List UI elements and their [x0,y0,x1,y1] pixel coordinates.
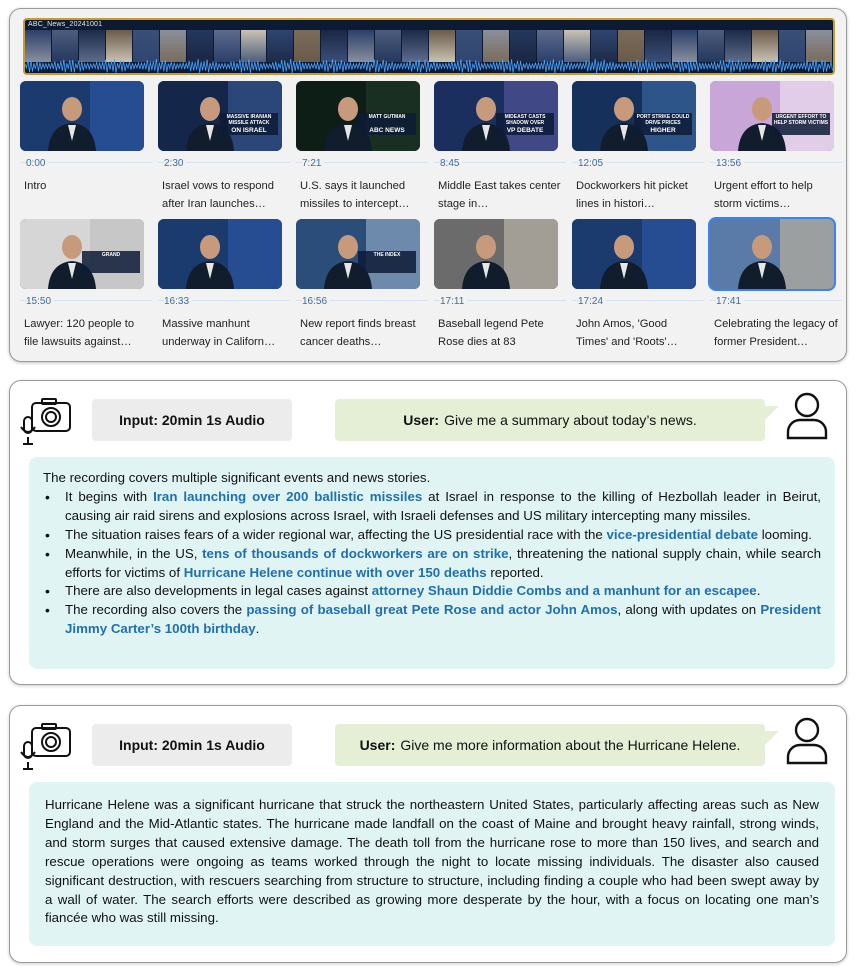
filmstrip-frame [106,30,133,62]
user-prefix: User: [359,737,396,753]
thumbnail-title: Intro [24,180,47,192]
answer-summary [29,457,835,669]
thumbnail-timestamp[interactable]: 16:56 [302,296,330,307]
filmstrip-frame [267,30,294,62]
filmstrip-frame [52,30,79,62]
thumbnail-overlay-headline: ABC NEWS [369,127,405,134]
input-audio-label: Input: 20min 1s Audio [92,399,292,441]
user-prefix: User: [403,412,440,428]
thumbnail-timestamp[interactable]: 7:21 [302,158,324,169]
video-timeline-panel [9,8,847,362]
thumbnail-scene [710,219,834,289]
answer-intro: The recording covers multiple significant events and news stories. [43,470,431,485]
video-thumbnail[interactable] [572,81,698,219]
highlighted-phrase: tens of thousands of dockworkers are on strike [202,545,509,561]
filmstrip-frame [779,30,806,62]
thumbnail-overlay-text: THE INDEX [373,252,401,258]
thumbnail-image[interactable] [158,81,282,151]
thumbnail-image[interactable] [20,219,144,289]
answer-text: looming. [758,526,812,542]
video-filmstrip[interactable] [23,18,835,75]
filmstrip-frames [25,30,833,62]
thumbnail-timestamp[interactable]: 2:30 [164,158,186,169]
filmstrip-frame [214,30,241,62]
filmstrip-frame [348,30,375,62]
thumbnail-title: New report finds breast cancer deaths… [300,318,416,348]
thumbnail-timestamp[interactable]: 8:45 [440,158,462,169]
answer-bullet-list [43,488,821,639]
video-thumbnail[interactable] [434,81,560,219]
thumbnail-overlay-headline: ON ISRAEL [231,127,267,134]
thumbnail-timestamp[interactable]: 15:50 [26,296,54,307]
video-thumbnail[interactable] [20,81,146,219]
chat-panel-summary [9,380,847,685]
answer-text: The situation raises fears of a wider regional war, affecting the US presidential race with the [65,526,607,542]
filmstrip-frame [375,30,402,62]
filmstrip-frame [537,30,564,62]
filmstrip-frame [645,30,672,62]
input-audio-label: Input: 20min 1s Audio [92,724,292,766]
video-thumbnail[interactable] [572,219,698,357]
filmstrip-frame [294,30,321,62]
filmstrip-frame [698,30,725,62]
highlighted-phrase: vice-presidential debate [606,526,759,542]
thumbnail-title: U.S. says it launched missiles to intercept… [300,180,410,210]
highlighted-phrase: attorney Shaun Diddie Combs and a manhunt for an escapee [371,583,757,599]
thumbnail-title: Urgent effort to help storm victims… [714,180,813,210]
thumbnail-image[interactable] [434,219,558,289]
thumbnail-overlay-headline: HIGHER [650,127,676,134]
thumbnail-title: Middle East takes center stage in… [438,180,561,210]
filmstrip-frame [752,30,779,62]
thumbnail-row-2 [20,219,838,357]
thumbnail-timestamp[interactable]: 13:56 [716,158,744,169]
thumbnail-timestamp[interactable]: 12:05 [578,158,606,169]
thumbnail-title: Massive manhunt underway in Californ… [162,318,276,348]
filmstrip-frame [429,30,456,62]
answer-bullet [43,545,821,583]
thumbnail-title: Dockworkers hit picket lines in histori… [576,180,688,210]
answer-text: , threatening the national supply chain, while search efforts for victims of [65,545,821,580]
answer-text: The recording also covers the [65,602,247,618]
thumbnail-image[interactable] [296,219,420,289]
filmstrip-frame [483,30,510,62]
highlighted-phrase: Hurricane Helene continue with over 150 deaths [183,564,487,580]
thumbnail-grid [20,81,838,357]
video-thumbnail[interactable] [296,81,422,219]
video-thumbnail[interactable] [158,81,284,219]
answer-text: . [255,621,260,637]
thumbnail-title: Celebrating the legacy of former President… [714,318,838,348]
answer-bullet [43,582,821,601]
user-query-bubble [335,399,765,441]
filmstrip-frame [133,30,160,62]
user-icon [783,716,831,766]
answer-text: , along with updates on [617,602,761,618]
filmstrip-label: ABC_News_20241001 [28,21,103,28]
thumbnail-overlay-text: MASSIVE IRANIAN MISSILE ATTACK [226,114,272,126]
thumbnail-overlay-text: MATT GUTMAN [368,114,406,120]
thumbnail-overlay-text: GRAND [101,252,121,258]
thumbnail-timestamp[interactable]: 17:24 [578,296,606,307]
filmstrip-frame [321,30,348,62]
video-thumbnail[interactable] [296,219,422,357]
answer-text: It begins with [65,488,154,504]
user-query-text: Give me a summary about today’s news. [444,412,697,428]
filmstrip-frame [591,30,618,62]
highlighted-phrase: Iran launching over 200 ballistic missiles [153,488,423,504]
filmstrip-frame [564,30,591,62]
answer-bullet [43,526,821,545]
filmstrip-frame [618,30,645,62]
answer-text: Meanwhile, in the US, [65,545,203,561]
filmstrip-frame [510,30,537,62]
thumbnail-scene [20,81,144,151]
thumbnail-row-1 [20,81,838,219]
video-thumbnail[interactable] [158,219,284,357]
highlighted-phrase: President Jimmy Carter’s 100th birthday [65,602,821,637]
thumbnail-overlay-text: URGENT EFFORT TO HELP STORM VICTIMS [773,114,829,126]
thumbnail-image[interactable] [572,219,696,289]
thumbnail-scene [572,219,696,289]
user-query-text: Give me more information about the Hurricane Helene. [400,737,741,753]
answer-text: . [756,583,761,599]
thumbnail-scene [158,219,282,289]
thumbnail-title: John Amos, 'Good Times' and 'Roots'… [576,318,678,348]
thumbnail-image[interactable] [710,219,834,289]
filmstrip-frame [79,30,106,62]
filmstrip-frame [725,30,752,62]
thumbnail-timestamp[interactable]: 16:33 [164,296,192,307]
thumbnail-image[interactable] [296,81,420,151]
video-thumbnail[interactable] [710,219,836,357]
answer-text: reported. [486,564,544,580]
thumbnail-overlay-text: PORT STRIKE COULD DRIVE PRICES [636,114,690,126]
filmstrip-frame [402,30,429,62]
thumbnail-title: Baseball legend Pete Rose dies at 83 [438,318,544,348]
filmstrip-frame [187,30,214,62]
video-thumbnail[interactable] [434,219,560,357]
thumbnail-title: Lawyer: 120 people to file lawsuits against… [24,318,135,348]
thumbnail-image[interactable] [572,81,696,151]
answer-text: at Israel in response to the killing of Hezbollah leader in Beirut, causing air raid sirens and explosions across Israel, with Israeli defenses and US military intercepting many missiles. [65,488,822,523]
answer-bullet [43,488,821,526]
thumbnail-timestamp[interactable]: 17:11 [440,296,467,307]
user-query-bubble [335,724,765,766]
thumbnail-overlay-text: MIDEAST CASTS SHADOW OVER [504,114,546,126]
thumbnail-timestamp[interactable]: 0:00 [26,158,48,169]
filmstrip-frame [456,30,483,62]
thumbnail-image[interactable] [710,81,834,151]
chat-panel-hurricane [9,705,847,963]
thumbnail-image[interactable] [20,81,144,151]
video-thumbnail[interactable] [20,219,146,357]
thumbnail-timestamp[interactable]: 17:41 [716,296,744,307]
thumbnail-scene [434,219,558,289]
audio-waveform [25,59,833,73]
filmstrip-frame [806,30,833,62]
filmstrip-frame [160,30,187,62]
filmstrip-frame [25,30,52,62]
thumbnail-image[interactable] [158,219,282,289]
highlighted-phrase: passing of baseball great Pete Rose and actor John Amos [246,602,618,618]
mic-camera-icon [18,722,74,772]
thumbnail-title: Israel vows to respond after Iran launches… [162,180,274,210]
mic-camera-icon [18,397,74,447]
filmstrip-frame [672,30,699,62]
filmstrip-frame [241,30,268,62]
video-thumbnail[interactable] [710,81,836,219]
answer-hurricane: Hurricane Helene was a significant hurricane that struck the northeastern United States, particularly affecting areas such as New England and the Mid-Atlantic states. The hurricane made landfall on the coast of Maine and brought heavy rainfall, strong winds, and storm surges that caused extensive damage. The death toll from the hurricane rose to more than 150 lives, and search and rescue operations were ongoing as teams worked through the night to locate missing individuals. The disaster also caused significant destruction, with rescuers searching from structure to structure, including finding a couple who had been swept away by a wall of water. The search efforts were described as growing more desperate by the hour, with a focus on locating one man’s fiancée who was still missing. [29,782,835,946]
user-icon [783,391,831,441]
answer-bullet [43,601,821,639]
thumbnail-overlay-headline: VP DEBATE [506,127,544,134]
thumbnail-image[interactable] [434,81,558,151]
answer-text: There are also developments in legal cases against [65,583,372,599]
